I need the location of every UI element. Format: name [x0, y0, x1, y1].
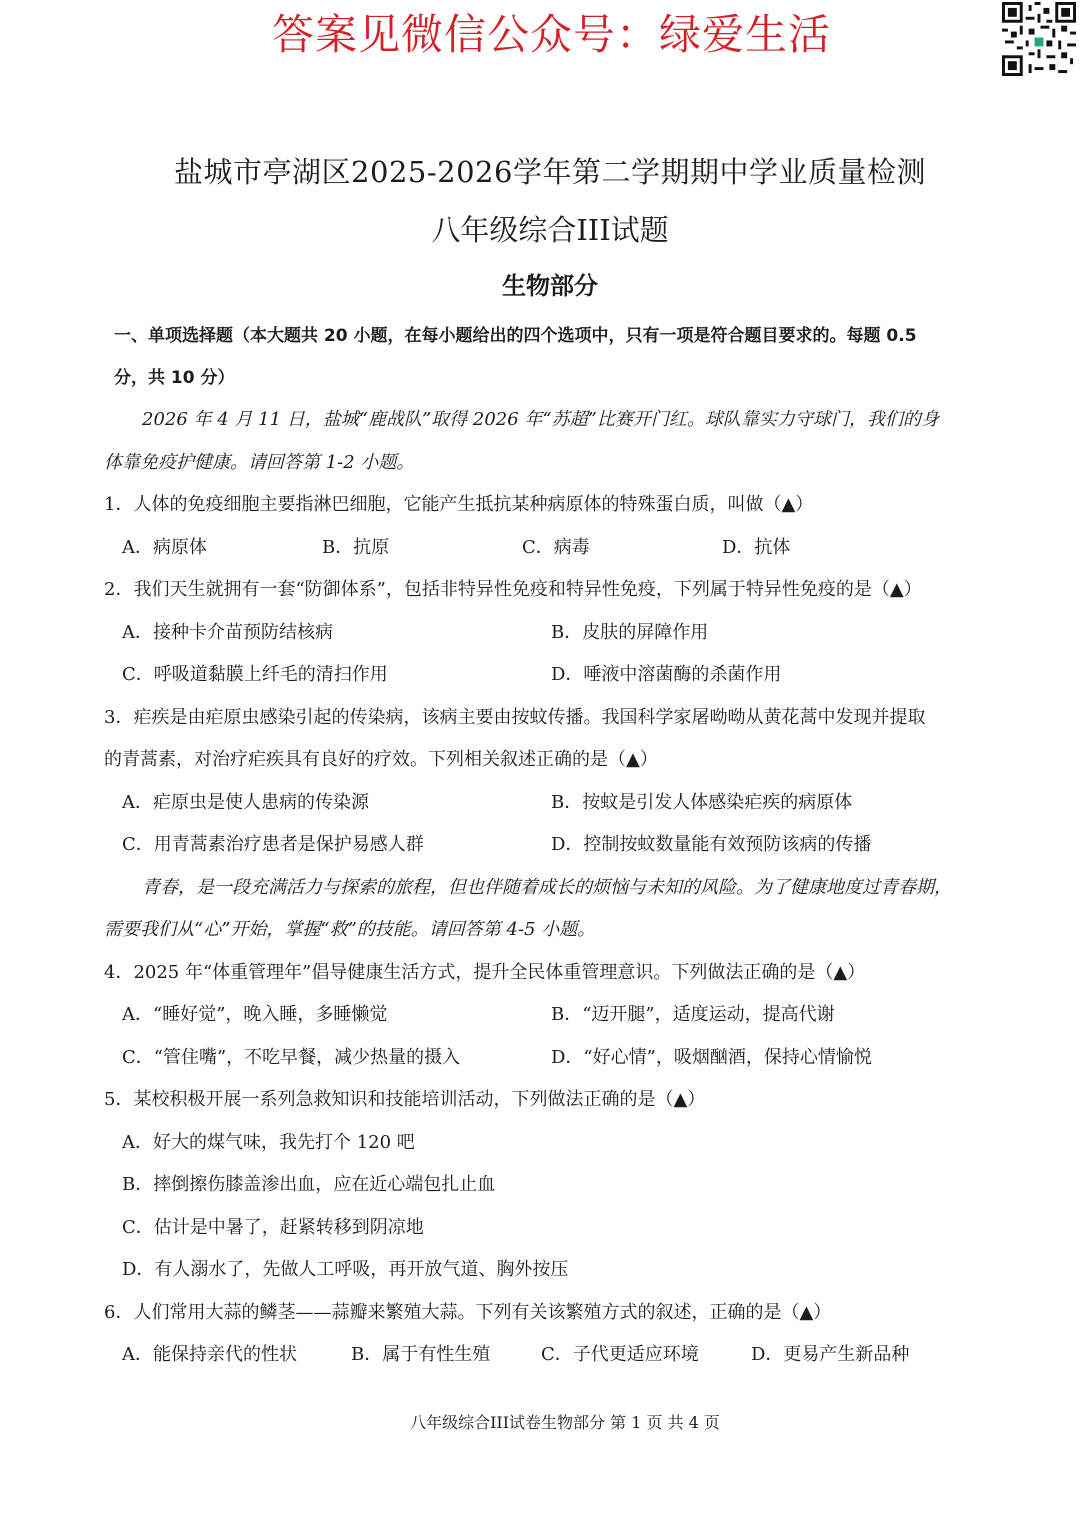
question-3-option-d: D．控制按蚊数量能有效预防该病的传播	[551, 834, 872, 855]
question-3-stem-line-2: 的青蒿素，对治疗疟疾具有良好的疗效。下列相关叙述正确的是（▲）	[104, 749, 658, 770]
question-6-option-d: D．更易产生新品种	[751, 1344, 910, 1365]
question-1-stem: 1．人体的免疫细胞主要指淋巴细胞，它能产生抵抗某种病原体的特殊蛋白质，叫做（▲）	[104, 494, 814, 515]
question-1-option-d: D．抗体	[722, 537, 791, 558]
question-1-option-b: B．抗原	[322, 537, 390, 558]
instructions-line-2: 分，共 10 分）	[114, 368, 235, 388]
question-6-option-c: C．子代更适应环境	[541, 1344, 699, 1365]
question-4-option-a: A．“睡好觉”，晚入睡，多睡懒觉	[122, 1004, 388, 1025]
exam-title: 盐城市亭湖区2025-2026学年第二学期期中学业质量检测	[174, 155, 926, 189]
question-5-option-b: B．摔倒擦伤膝盖渗出血，应在近心端包扎止血	[122, 1174, 496, 1195]
question-1-option-a: A．病原体	[122, 537, 207, 558]
qr-code-icon	[1002, 2, 1076, 76]
context-1-line-1: 2026 年 4 月 11 日，盐城“鹿战队”取得 2026 年“苏超”比赛开门红。球队靠实力守球门，我们的身	[142, 409, 939, 430]
question-2-stem: 2．我们天生就拥有一套“防御体系”，包括非特异性免疫和特异性免疫，下列属于特异性免疫的是（▲）	[104, 579, 922, 600]
question-6-stem: 6．人们常用大蒜的鳞茎——蒜瓣来繁殖大蒜。下列有关该繁殖方式的叙述，正确的是（▲）	[104, 1302, 832, 1323]
instructions-line-1: 一、单项选择题（本大题共 20 小题，在每小题给出的四个选项中，只有一项是符合题目要求的。每题 0.5	[114, 326, 917, 346]
question-1-option-c: C．病毒	[522, 537, 590, 558]
question-4-stem: 4．2025 年“体重管理年”倡导健康生活方式，提升全民体重管理意识。下列做法正确的是（▲）	[104, 962, 866, 983]
promo-banner	[0, 0, 1080, 60]
context-2-line-1: 青春，是一段充满活力与探索的旅程，但也伴随着成长的烦恼与未知的风险。为了健康地度过青春期，	[142, 877, 952, 898]
question-2-option-d: D．唾液中溶菌酶的杀菌作用	[551, 664, 782, 685]
question-3-option-c: C．用青蒿素治疗患者是保护易感人群	[122, 834, 424, 855]
question-5-option-c: C．估计是中暑了，赶紧转移到阴凉地	[122, 1217, 424, 1238]
question-5-option-d: D．有人溺水了，先做人工呼吸，再开放气道、胸外按压	[122, 1259, 569, 1280]
question-4-option-b: B．“迈开腿”，适度运动，提高代谢	[551, 1004, 835, 1025]
section-heading: 生物部分	[502, 272, 598, 300]
page-footer: 八年级综合III试卷生物部分 第 1 页 共 4 页	[410, 1413, 720, 1432]
question-5-option-a: A．好大的煤气味，我先打个 120 吧	[122, 1132, 415, 1153]
question-6-option-a: A．能保持亲代的性状	[122, 1344, 297, 1365]
question-4-option-c: C．“管住嘴”，不吃早餐，减少热量的摄入	[122, 1047, 461, 1068]
question-4-option-d: D．“好心情”，吸烟酗酒，保持心情愉悦	[551, 1047, 872, 1068]
question-5-stem: 5．某校积极开展一系列急救知识和技能培训活动，下列做法正确的是（▲）	[104, 1089, 706, 1110]
question-3-option-b: B．按蚊是引发人体感染疟疾的病原体	[551, 792, 853, 813]
banner-text: 答案见微信公众号：绿爱生活	[272, 10, 832, 59]
question-2-option-a: A．接种卡介苗预防结核病	[122, 622, 333, 643]
exam-subtitle: 八年级综合III试题	[431, 213, 669, 247]
question-2-option-b: B．皮肤的屏障作用	[551, 622, 709, 643]
context-1-line-2: 体靠免疫护健康。请回答第 1-2 小题。	[104, 452, 415, 473]
question-2-option-c: C．呼吸道黏膜上纤毛的清扫作用	[122, 664, 388, 685]
context-2-line-2: 需要我们从“心”开始，掌握“救”的技能。请回答第 4-5 小题。	[104, 919, 596, 940]
question-3-option-a: A．疟原虫是使人患病的传染源	[122, 792, 369, 813]
question-3-stem-line-1: 3．疟疾是由疟原虫感染引起的传染病，该病主要由按蚊传播。我国科学家屠呦呦从黄花蒿中发现并提取	[104, 707, 926, 728]
question-6-option-b: B．属于有性生殖	[351, 1344, 491, 1365]
